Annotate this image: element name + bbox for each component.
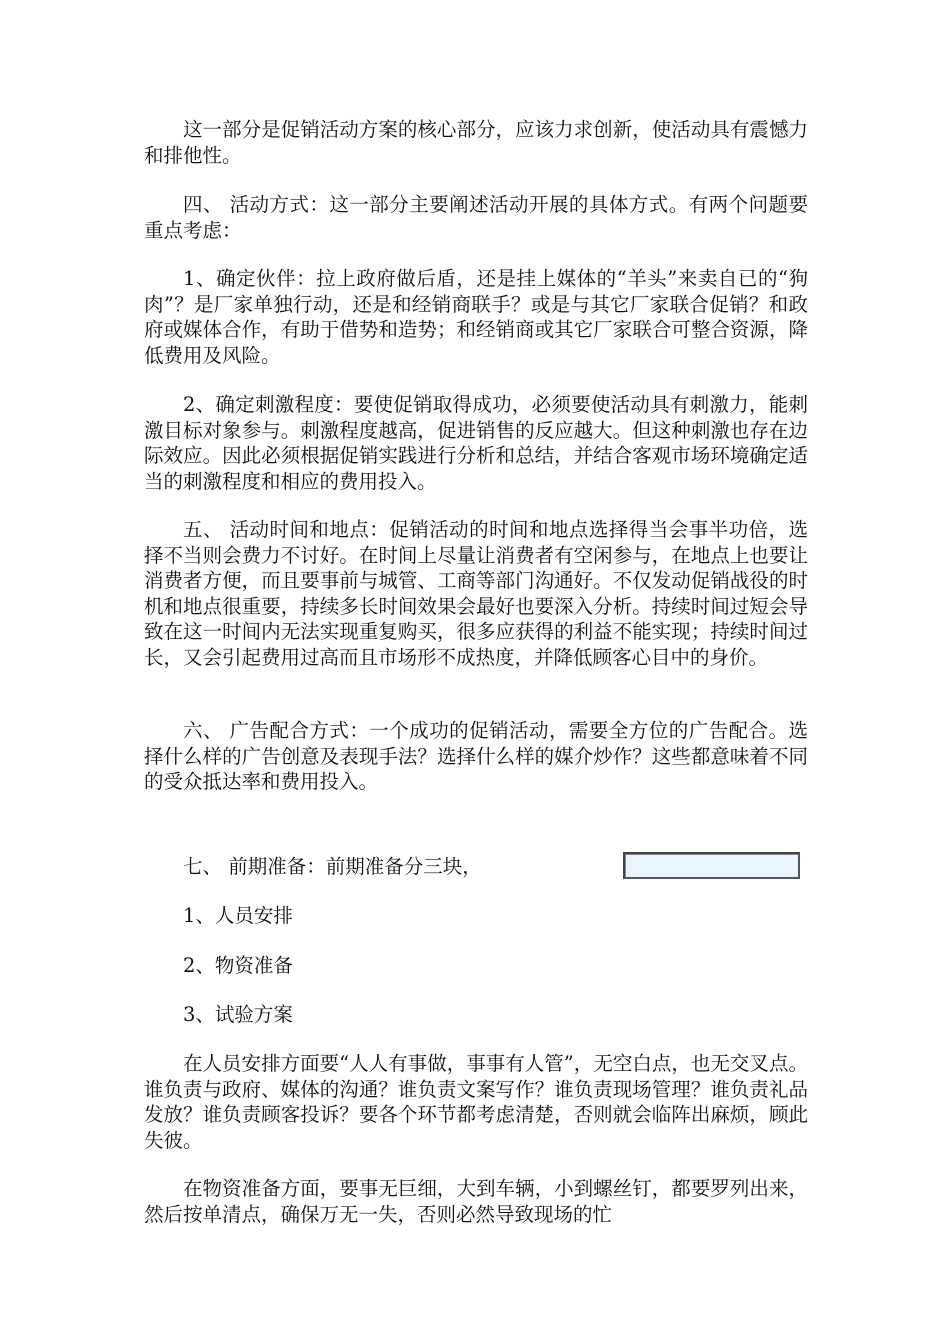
paragraph-time-place: 五、 活动时间和地点：促销活动的时间和地点选择得当会事半功倍，选择不当则会费力不讨好。在时间上尽量让消费者有空闲参与，在地点上也要让消费者方便，而且要事前与城管、工商等部门沟通好。不仅发动促销战役的时机和地点很重要，持续多长时间效果会最好也要深入分析。持续时间过短会导致在这一时间内无法实现重复购买，很多应获得的利益不能实现；持续时间过长，又会引起费用过高而且市场形不成热度，并降低顾客心目中的身价。 [144,518,808,669]
list-item-staff: 1、人员安排 [183,904,293,927]
paragraph-staff-arrangement: 在人员安排方面要“人人有事做，事事有人管”，无空白点，也无交叉点。谁负责与政府、媒体的沟通？谁负责文案写作？谁负责现场管理？谁负责礼品发放？谁负责顾客投诉？要各个环节都考虑清楚，否则就会临阵出麻烦，顾此失彼。 [144,1052,808,1152]
paragraph-stimulus: 2、确定刺激程度：要使促销取得成功，必须要使活动具有刺激力，能刺激目标对象参与。刺激程度越高，促进销售的反应越大。但这种刺激也存在边际效应。因此必须根据促销实践进行分析和总结，并结合客观市场环境确定适当的刺激程度和相应的费用投入。 [144,393,808,493]
paragraph-core-part: 这一部分是促销活动方案的核心部分，应该力求创新，使活动具有震憾力和排他性。 [144,118,808,167]
paragraph-preparation: 七、 前期准备：前期准备分三块， [183,855,482,878]
paragraph-advertising: 六、 广告配合方式：一个成功的促销活动，需要全方位的广告配合。选择什么样的广告创意及表现手法？选择什么样的媒介炒作？这些都意味着不同的受众抵达率和费用投入。 [144,719,808,793]
paragraph-partner: 1、确定伙伴：拉上政府做后盾，还是挂上媒体的“羊头”来卖自已的“狗肉”？是厂家单独行动，还是和经销商联手？或是与其它厂家联合促销？和政府或媒体合作，有助于借势和造势；和经销商或其它厂家联合可整合资源，降低费用及风险。 [144,267,808,367]
paragraph-activity-method: 四、 活动方式：这一部分主要阐述活动开展的具体方式。有两个问题要重点考虑： [144,193,808,242]
list-item-materials: 2、物资准备 [183,954,293,977]
text-input-field[interactable] [623,852,800,879]
paragraph-material-preparation: 在物资准备方面，要事无巨细，大到车辆，小到螺丝钉，都要罗列出来，然后按单清点，确保万无一失，否则必然导致现场的忙 [144,1177,808,1226]
list-item-test-plan: 3、试验方案 [183,1003,293,1026]
